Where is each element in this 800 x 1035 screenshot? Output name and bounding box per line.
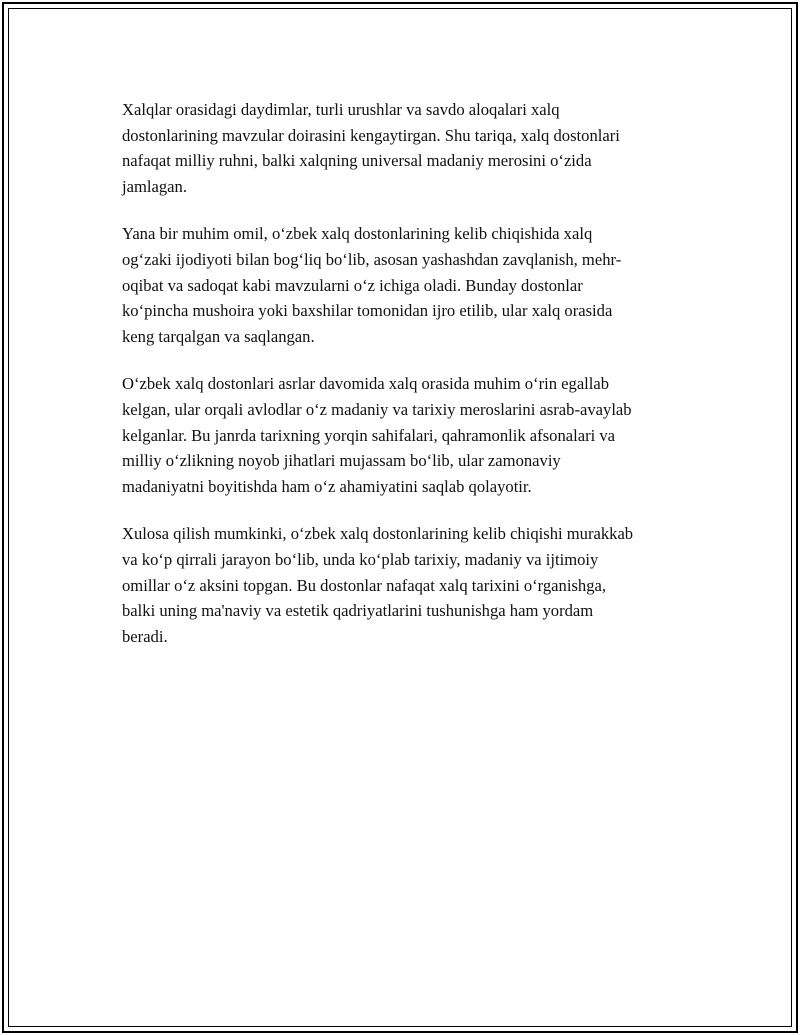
paragraph-line: Xalqlar orasidagi daydimlar, turli urushlar va savdo aloqalari xalq	[122, 100, 560, 119]
paragraph-line: va ko‘p qirrali jarayon bo‘lib, unda ko‘plab tarixiy, madaniy va ijtimoiy	[122, 549, 599, 569]
paragraph-4	[122, 521, 694, 649]
paragraph-3	[122, 371, 694, 499]
paragraph-line: madaniyatni boyitishda ham o‘z ahamiyatini saqlab qolayotir.	[122, 476, 532, 496]
paragraph-line: keng tarqalgan va saqlangan.	[122, 326, 315, 346]
paragraph-line: ko‘pincha mushoira yoki baxshilar tomonidan ijro etilib, ular xalq orasida	[122, 301, 613, 321]
paragraph-2	[122, 221, 694, 349]
paragraph-1	[122, 97, 694, 199]
paragraph-line: jamlagan.	[122, 176, 187, 196]
paragraph-line: nafaqat milliy ruhni, balki xalqning universal madaniy merosini o‘zida	[122, 151, 592, 171]
paragraph-line: og‘zaki ijodiyoti bilan bog‘liq bo‘lib, asosan yashashdan zavqlanish, mehr-	[122, 249, 622, 269]
paragraph-line: Xulosa qilish mumkinki, o‘zbek xalq dostonlarining kelib chiqishi murakkab	[122, 524, 634, 544]
paragraph-line: kelgan, ular orqali avlodlar o‘z madaniy va tarixiy meroslarini asrab-avaylab	[122, 399, 632, 419]
paragraph-line: oqibat va sadoqat kabi mavzularni o‘z ichiga oladi. Bunday dostonlar	[122, 275, 583, 295]
page-frame	[2, 2, 798, 1033]
paragraph-line: milliy o‘zlikning noyob jihatlari mujassam bo‘lib, ular zamonaviy	[122, 451, 561, 471]
paragraph-line: Yana bir muhim omil, o‘zbek xalq dostonlarining kelib chiqishida xalq	[122, 224, 593, 244]
paragraph-line: dostonlarining mavzular doirasini kengaytirgan. Shu tariqa, xalq dostonlari	[122, 125, 620, 145]
paragraph-line: beradi.	[122, 626, 168, 646]
paragraph-line: O‘zbek xalq dostonlari asrlar davomida xalq orasida muhim o‘rin egallab	[122, 374, 610, 394]
paragraph-line: balki uning ma'naviy va estetik qadriyatlarini tushunishga ham yordam	[122, 601, 594, 621]
paragraph-line: kelganlar. Bu janrda tarixning yorqin sahifalari, qahramonlik afsonalari va	[122, 425, 616, 445]
paragraph-line: omillar o‘z aksini topgan. Bu dostonlar nafaqat xalq tarixini o‘rganishga,	[122, 575, 607, 595]
document-body	[122, 97, 694, 671]
